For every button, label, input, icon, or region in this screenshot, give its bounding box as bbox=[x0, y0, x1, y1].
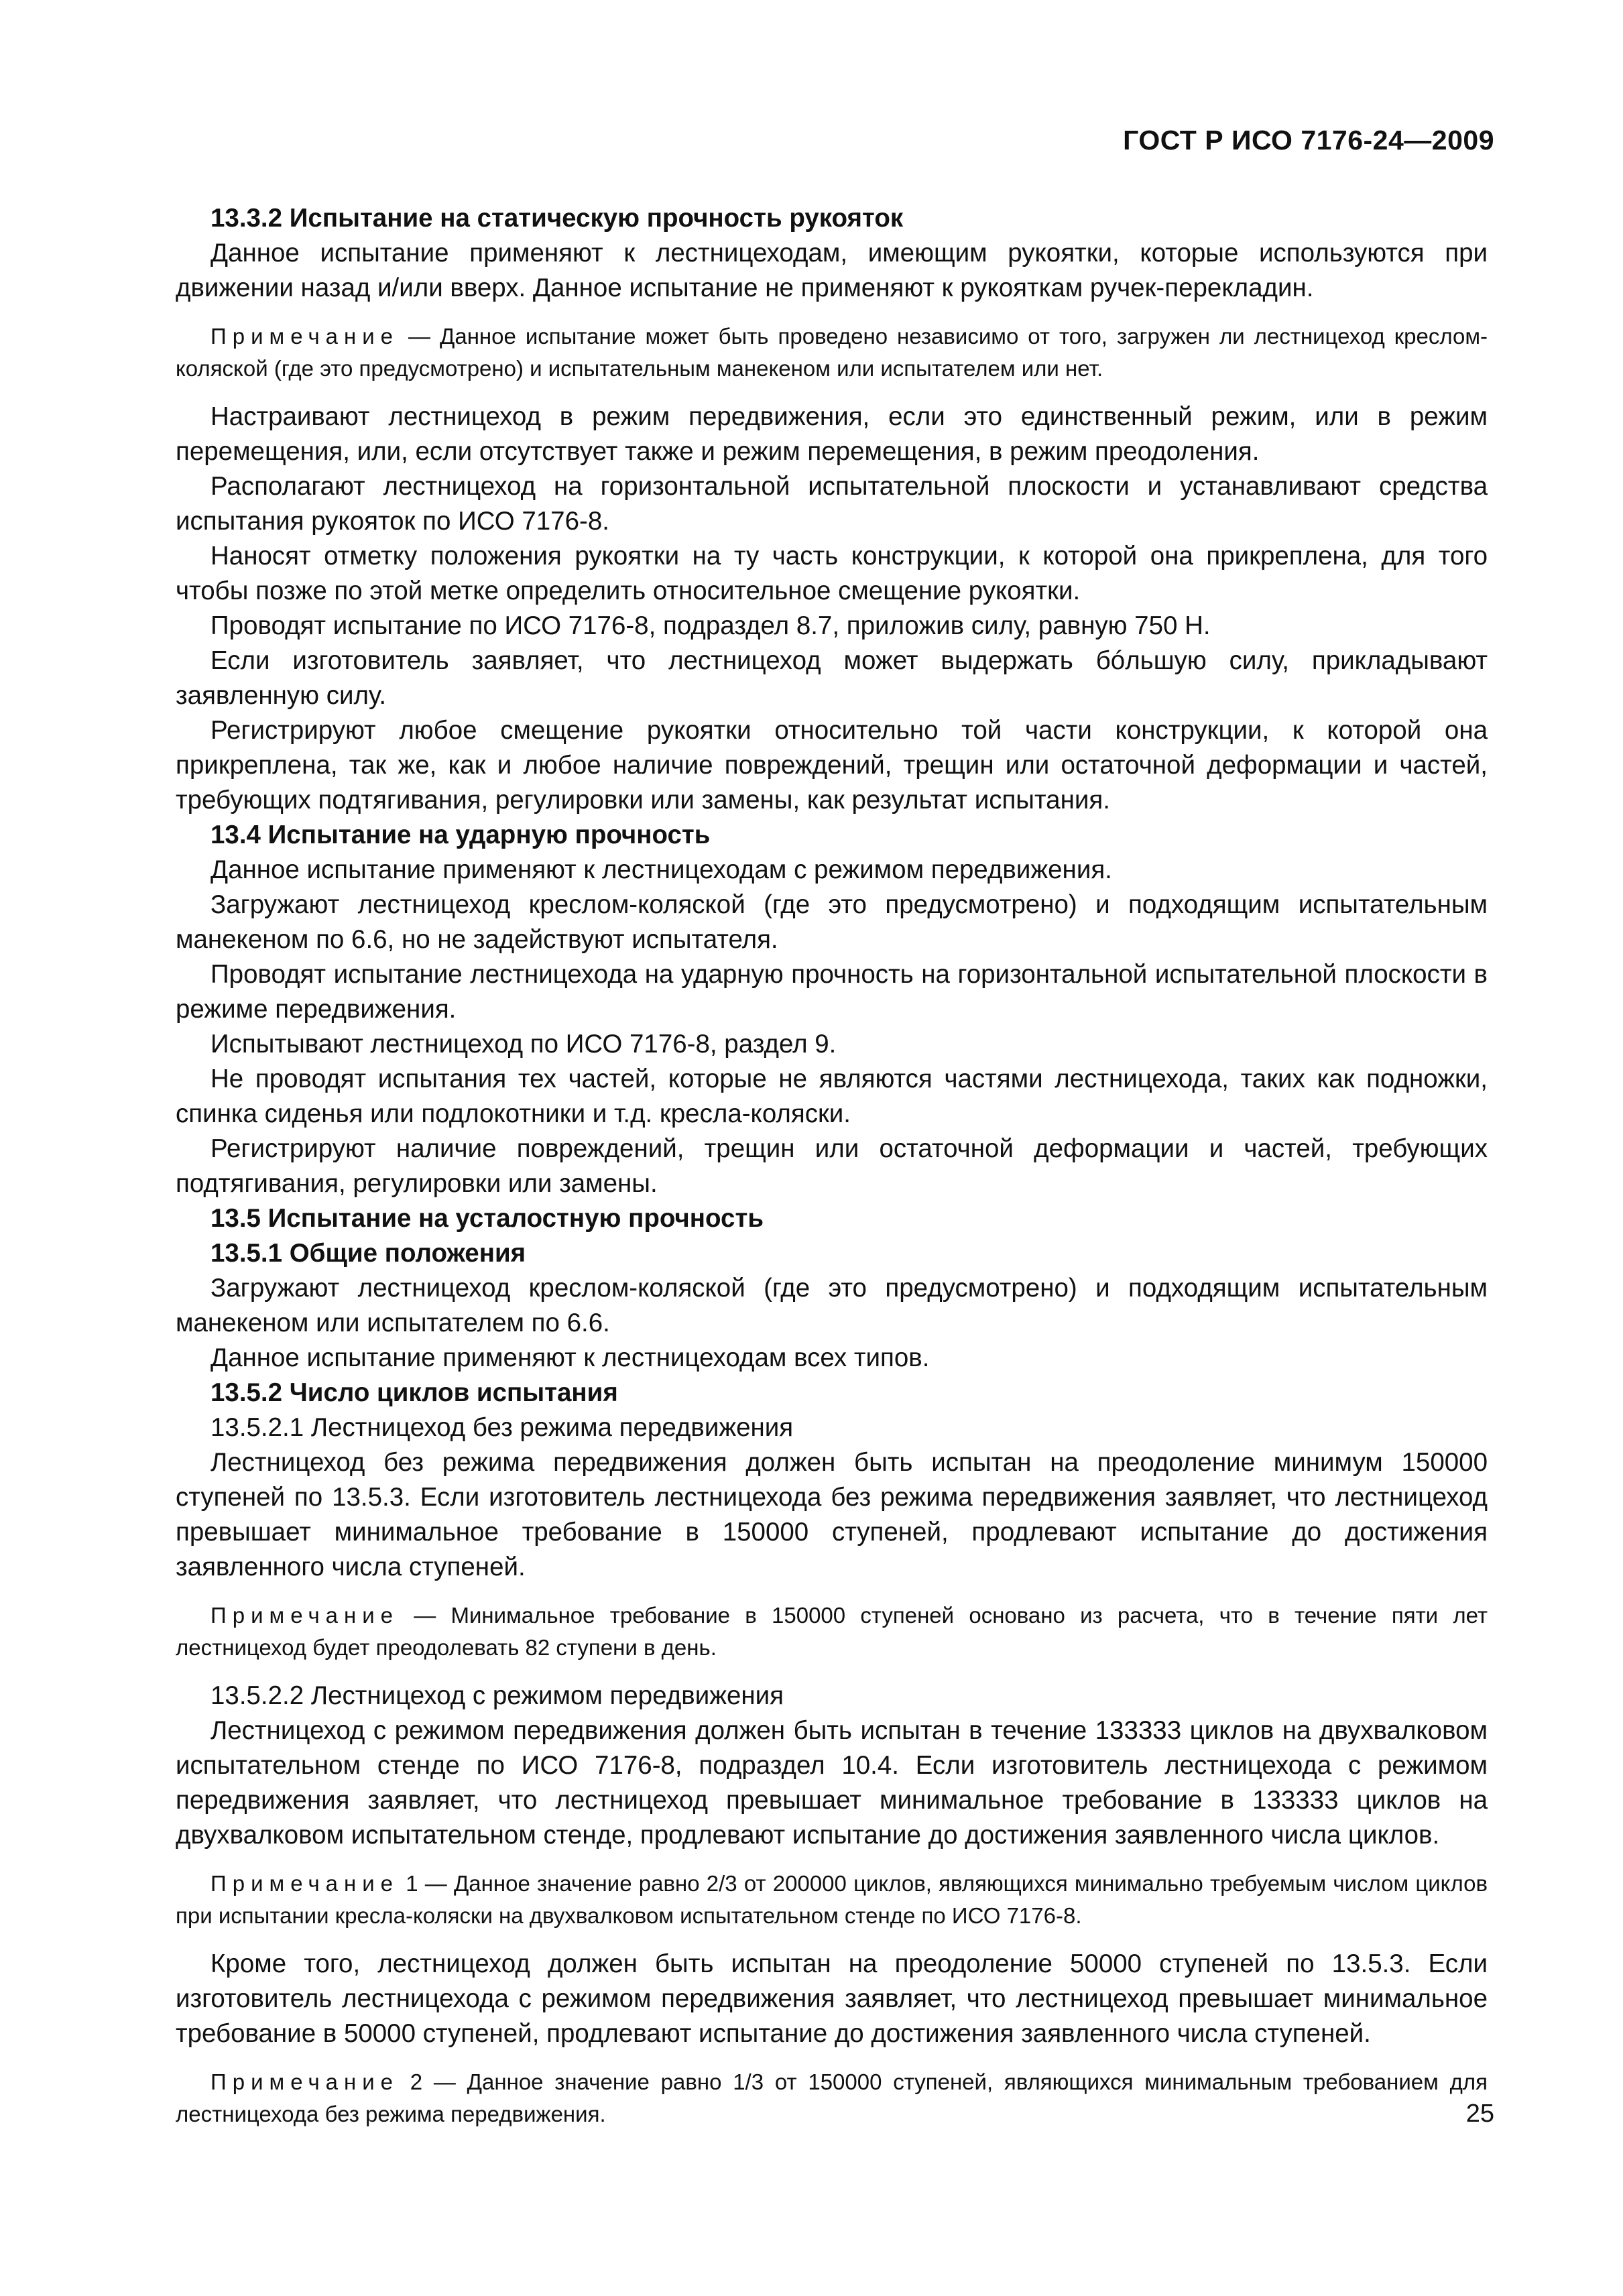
page-number: 25 bbox=[1465, 2100, 1494, 2128]
section-heading-13-5-1: 13.5.1 Общие положения bbox=[211, 1239, 526, 1268]
paragraph: Данное испытание применяют к лестницеходам, имеющим рукоятки, которые используются при движении назад и/или вверх. Данное испытание не применяют к рукояткам ручек-перекладин. bbox=[176, 239, 1488, 302]
note-text: 2 — Данное значение равно 1/3 от 150000 ступеней, являющихся минимальным требованием для лестницехода без режима передвижения. bbox=[176, 2069, 1488, 2126]
note-text: — Минимальное требование в 150000 ступеней основано из расчета, что в течение пяти лет лестницеход будет преодолевать 82 ступени в день. bbox=[176, 1603, 1488, 1660]
note-label: Примечание bbox=[211, 324, 400, 349]
document-code-header: ГОСТ Р ИСО 7176-24—2009 bbox=[1123, 125, 1494, 156]
paragraph: Настраивают лестницеход в режим передвижения, если это единственный режим, или в режим перемещения, или, если отсутствует также и режим перемещения, в режим преодоления. bbox=[176, 402, 1488, 466]
paragraph: Данное испытание применяют к лестницеходам с режимом передвижения. bbox=[211, 855, 1112, 884]
paragraph: Лестницеход без режима передвижения должен быть испытан на преодоление минимум 150000 ступеней по 13.5.3. Если изготовитель лестницехода без режима передвижения заявляет, что лестницеход превышает минимальное требование в 150000 ступеней, продлевают испытание до достижения заявленного числа ступеней. bbox=[176, 1448, 1488, 1581]
note-label: Примечание bbox=[211, 1603, 400, 1628]
paragraph: Не проводят испытания тех частей, которые не являются частями лестницехода, таких как подножки, спинка сиденья или подлокотники и т.д. кресла-коляски. bbox=[176, 1065, 1488, 1128]
note-text: 1 — Данное значение равно 2/3 от 200000 циклов, являющихся минимально требуемым числом циклов при испытании кресла-коляски на двухвалковом испытательном стенде по ИСО 7176-8. bbox=[176, 1871, 1488, 1928]
paragraph: Располагают лестницеход на горизонтальной испытательной плоскости и устанавливают средства испытания рукояток по ИСО 7176-8. bbox=[176, 472, 1488, 536]
note-label: Примечание bbox=[211, 2069, 400, 2094]
paragraph: Проводят испытание лестницехода на ударную прочность на горизонтальной испытательной плоскости в режиме передвижения. bbox=[176, 960, 1488, 1024]
note bbox=[176, 2066, 1488, 2130]
paragraph: Если изготовитель заявляет, что лестницеход может выдержать бóльшую силу, прикладывают заявленную силу. bbox=[176, 646, 1488, 710]
note-text: — Данное испытание может быть проведено независимо от того, загружен ли лестницеход креслом-коляской (где это предусмотрено) и испытательным манекеном или испытателем или нет. bbox=[176, 324, 1488, 381]
paragraph: Регистрируют наличие повреждений, трещин или остаточной деформации и частей, требующих подтягивания, регулировки или замены. bbox=[176, 1134, 1488, 1198]
paragraph: Наносят отметку положения рукоятки на ту часть конструкции, к которой она прикреплена, для того чтобы позже по этой метке определить относительное смещение рукоятки. bbox=[176, 542, 1488, 605]
note-label: Примечание bbox=[211, 1871, 400, 1896]
section-heading-13-5-2: 13.5.2 Число циклов испытания bbox=[211, 1378, 618, 1407]
document-body bbox=[176, 201, 1488, 2145]
section-heading-13-5: 13.5 Испытание на усталостную прочность bbox=[211, 1204, 764, 1233]
note bbox=[176, 320, 1488, 385]
note bbox=[176, 1868, 1488, 1932]
paragraph: Регистрируют любое смещение рукоятки относительно той части конструкции, к которой она прикреплена, так же, как и любое наличие повреждений, трещин или остаточной деформации и частей, требующих подтягивания, регулировки или замены, как результат испытания. bbox=[176, 716, 1488, 814]
paragraph: Проводят испытание по ИСО 7176-8, подраздел 8.7, приложив силу, равную 750 Н. bbox=[211, 611, 1211, 640]
paragraph: Загружают лестницеход креслом-коляской (где это предусмотрено) и подходящим испытательным манекеном по 6.6, но не задействуют испытателя. bbox=[176, 890, 1488, 954]
section-heading-13-3-2: 13.3.2 Испытание на статическую прочность рукояток bbox=[211, 204, 904, 233]
paragraph: Кроме того, лестницеход должен быть испытан на преодоление 50000 ступеней по 13.5.3. Если изготовитель лестницехода с режимом передвижения заявляет, что лестницеход превышает минимальное требование в 50000 ступеней, продлевают испытание до достижения заявленного числа ступеней. bbox=[176, 1949, 1488, 2048]
subsection-title-13-5-2-2: 13.5.2.2 Лестницеход с режимом передвижения bbox=[211, 1681, 784, 1710]
subsection-title-13-5-2-1: 13.5.2.1 Лестницеход без режима передвижения bbox=[211, 1413, 794, 1442]
paragraph: Данное испытание применяют к лестницеходам всех типов. bbox=[211, 1343, 930, 1372]
paragraph: Загружают лестницеход креслом-коляской (где это предусмотрено) и подходящим испытательным манекеном или испытателем по 6.6. bbox=[176, 1274, 1488, 1337]
paragraph: Лестницеход с режимом передвижения должен быть испытан в течение 133333 циклов на двухвалковом испытательном стенде по ИСО 7176-8, подраздел 10.4. Если изготовитель лестницехода с режимом передвижения заявляет, что лестницеход превышает минимальное требование в 133333 циклов на двухвалковом испытательном стенде, продлевают испытание до достижения заявленного числа циклов. bbox=[176, 1716, 1488, 1850]
paragraph: Испытывают лестницеход по ИСО 7176-8, раздел 9. bbox=[211, 1030, 837, 1059]
note bbox=[176, 1599, 1488, 1664]
section-heading-13-4: 13.4 Испытание на ударную прочность bbox=[211, 821, 711, 849]
